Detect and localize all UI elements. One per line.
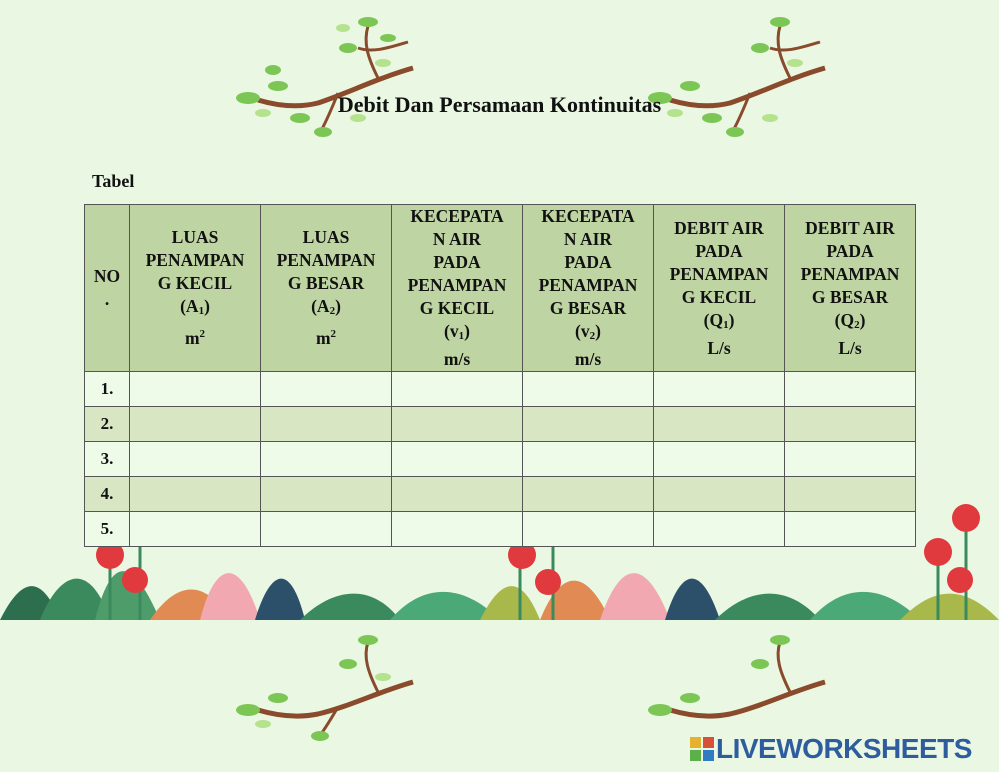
liveworksheets-logo [690,733,972,765]
table-body [85,372,916,547]
column-header-2 [261,205,392,372]
header-line: PENAMPAN [538,275,638,295]
answer-cell[interactable] [654,442,785,477]
header-symbol: (A1) [180,296,210,317]
answer-cell[interactable] [523,372,654,407]
answer-cell[interactable] [785,372,916,407]
header-unit: $m^2$ [315,328,337,348]
header-line: PENAMPAN [800,263,900,284]
column-header-6 [785,205,916,372]
table-row [85,407,916,442]
answer-cell[interactable] [261,512,392,547]
header-line: PENAMPAN [145,250,245,270]
header-symbol: (Q1) [703,309,735,331]
header-line: PENAMPAN [407,275,507,295]
answer-cell[interactable] [261,407,392,442]
column-header-5 [654,205,785,372]
header-line: PADA [826,240,874,261]
column-header-3 [392,205,523,372]
answer-cell[interactable] [392,442,523,477]
header-unit: m/s [443,349,471,369]
row-number: 2. [85,407,130,442]
header-line: PENAMPAN [276,250,376,270]
answer-cell[interactable] [130,512,261,547]
header-line: DEBIT AIR [805,217,895,238]
answer-cell[interactable] [392,512,523,547]
header-line: KECEPATA [541,206,635,226]
liveworksheets-badge-icon [690,737,714,761]
answer-cell[interactable] [523,477,654,512]
answer-cell[interactable] [785,442,916,477]
answer-cell[interactable] [785,512,916,547]
answer-cell[interactable] [261,442,392,477]
row-number: 3. [85,442,130,477]
header-unit: L/s [838,337,862,358]
answer-cell[interactable] [130,407,261,442]
branch-top-right-icon [640,8,830,140]
header-line: G KECIL [419,298,495,318]
answer-cell[interactable] [654,407,785,442]
answer-cell[interactable] [261,372,392,407]
answer-cell[interactable] [130,372,261,407]
header-line: G KECIL [157,273,233,293]
column-header-4 [523,205,654,372]
header-line: PENAMPAN [669,263,769,284]
answer-cell[interactable] [392,407,523,442]
header-line: LUAS [302,227,350,247]
header-line: NO [93,266,121,286]
row-number: 4. [85,477,130,512]
header-symbol: (v2) [575,321,601,342]
branch-top-left-icon [228,8,418,140]
header-line: G BESAR [287,273,365,293]
liveworksheets-text: LIVEWORKSHEETS [716,733,972,764]
answer-cell[interactable] [130,442,261,477]
column-header-1 [130,205,261,372]
header-line: DEBIT AIR [674,217,764,238]
branch-bottom-left-icon [228,632,418,742]
branch-bottom-right-icon [640,632,830,732]
table-row [85,372,916,407]
header-unit: L/s [707,337,731,358]
table-row [85,442,916,477]
header-line: LUAS [171,227,219,247]
header-line: KECEPATA [410,206,504,226]
header-symbol: (A2) [311,296,341,317]
answer-cell[interactable] [261,477,392,512]
header-line: G KECIL [681,286,757,307]
answer-cell[interactable] [654,477,785,512]
page-title: Debit Dan Persamaan Kontinuitas [337,92,662,117]
header-symbol: (Q2) [834,309,866,331]
row-number: 5. [85,512,130,547]
header-unit: $m^2$ [184,328,206,348]
answer-cell[interactable] [130,477,261,512]
answer-cell[interactable] [654,372,785,407]
answer-cell[interactable] [523,512,654,547]
answer-cell[interactable] [392,372,523,407]
table-row [85,512,916,547]
answer-cell[interactable] [785,407,916,442]
data-table [84,204,916,547]
header-symbol: (v1) [444,321,470,342]
answer-cell[interactable] [785,477,916,512]
answer-cell[interactable] [523,442,654,477]
header-line: G BESAR [811,286,889,307]
table-row [85,477,916,512]
header-line: N AIR [432,229,482,249]
header-line: PADA [564,252,612,272]
header-line: PADA [695,240,743,261]
section-label: Tabel [92,171,135,191]
header-line: N AIR [563,229,613,249]
header-line: . [104,289,110,309]
header-unit: m/s [574,349,602,369]
answer-cell[interactable] [654,512,785,547]
answer-cell[interactable] [523,407,654,442]
answer-cell[interactable] [392,477,523,512]
header-line: G BESAR [549,298,627,318]
table-header-row [85,205,916,372]
header-line: PADA [433,252,481,272]
column-header-0 [85,205,130,372]
row-number: 1. [85,372,130,407]
